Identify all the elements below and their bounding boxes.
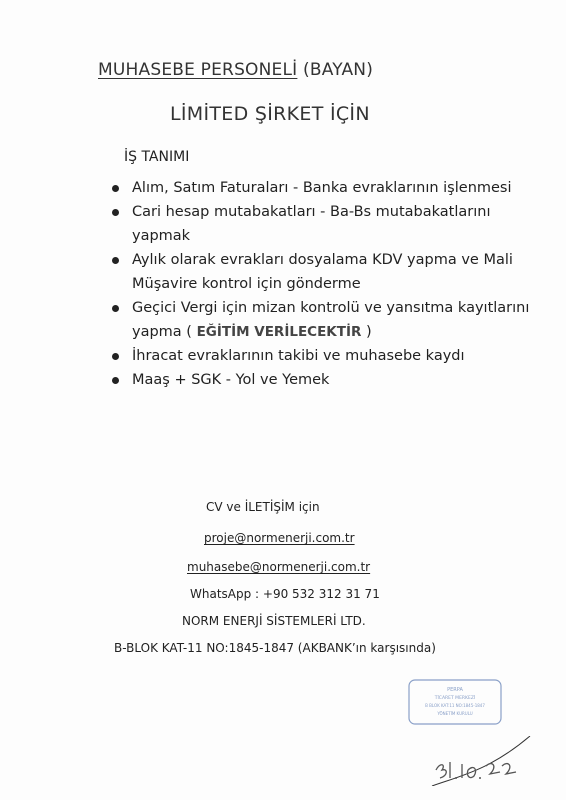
page-subtitle: LİMİTED ŞİRKET İÇİN [170, 103, 370, 125]
email-link-proje[interactable]: proje@normenerji.com.tr [204, 531, 355, 545]
bullet-icon [112, 305, 119, 312]
duty-suffix: ) [361, 324, 372, 340]
company-stamp-image [405, 676, 505, 728]
bullet-icon [112, 185, 119, 192]
duty-item [110, 368, 530, 392]
duty-text: Alım, Satım Faturaları - Banka evraklarının işlenmesi [132, 180, 512, 196]
svg-text:YÖNETİM KURULU: YÖNETİM KURULU [437, 711, 473, 716]
duty-text: İhracat evraklarının takibi ve muhasebe kaydı [132, 348, 465, 364]
svg-text:TİCARET MERKEZİ: TİCARET MERKEZİ [434, 696, 476, 701]
title-qualifier: (BAYAN) [297, 60, 374, 80]
bullet-icon [112, 353, 119, 360]
duty-item [110, 176, 530, 200]
duty-text: Aylık olarak evrakları dosyalama KDV yapma ve Mali Müşavire kontrol için gönderme [132, 252, 513, 292]
training-note: EĞİTİM VERİLECEKTİR [196, 324, 362, 340]
section-heading: İŞ TANIMI [124, 149, 190, 165]
whatsapp-number: WhatsApp : +90 532 312 31 71 [190, 587, 380, 601]
company-name: NORM ENERJİ SİSTEMLERİ LTD. [182, 614, 366, 628]
title-main: MUHASEBE PERSONELİ [98, 60, 298, 80]
duty-item [110, 344, 530, 368]
svg-text:PERPA: PERPA [447, 687, 463, 693]
duty-item [110, 200, 530, 248]
duty-item [110, 296, 530, 344]
duty-text: Maaş + SGK - Yol ve Yemek [132, 372, 330, 388]
duties-list [110, 176, 530, 392]
bullet-icon [112, 257, 119, 264]
handwritten-signature [430, 736, 540, 786]
company-address: B-BLOK KAT-11 NO:1845-1847 (AKBANK’ın karşısında) [114, 641, 436, 655]
page-title [98, 60, 373, 80]
bullet-icon [112, 209, 119, 216]
contact-heading: CV ve İLETİŞİM için [206, 500, 320, 514]
email-link-muhasebe[interactable]: muhasebe@normenerji.com.tr [187, 560, 371, 574]
svg-text:B BLOK KAT:11 NO:1845-1847: B BLOK KAT:11 NO:1845-1847 [425, 703, 485, 708]
duty-text: Cari hesap mutabakatları - Ba-Bs mutabakatlarını yapmak [132, 204, 491, 244]
duty-text: Geçici Vergi için mizan kontrolü ve yansıtma kayıtlarını yapma ( [132, 300, 530, 340]
bullet-icon [112, 377, 119, 384]
duty-item [110, 248, 530, 296]
